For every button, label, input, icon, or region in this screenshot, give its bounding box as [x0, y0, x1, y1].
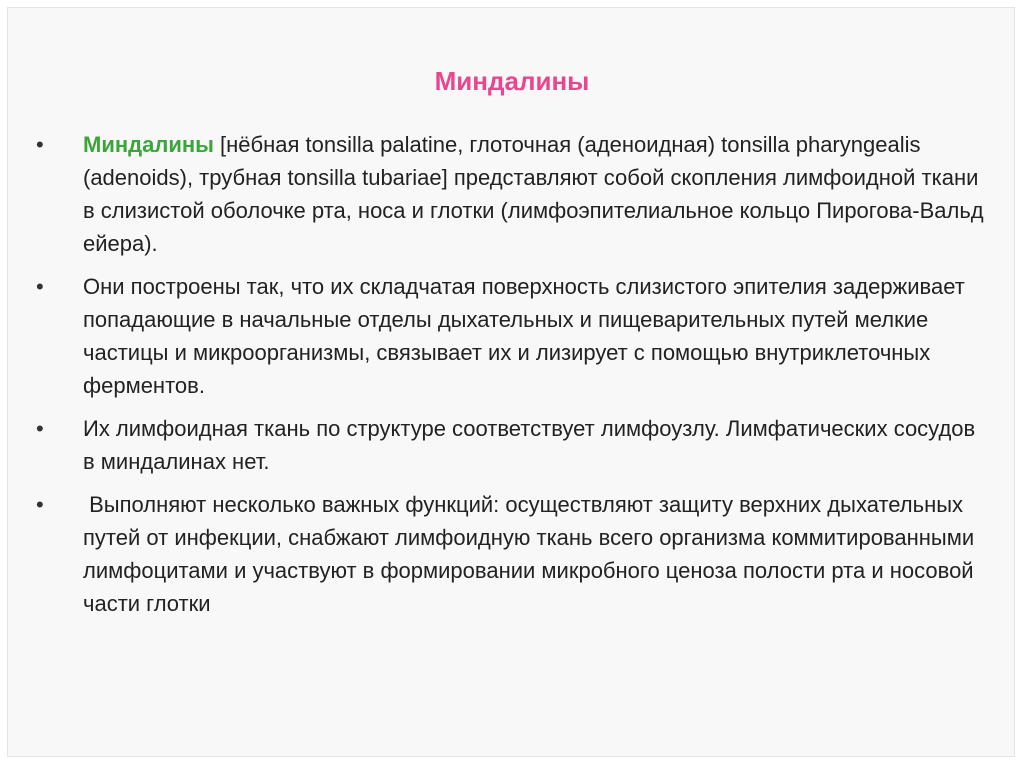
bullet-text: Выполняют несколько важных функций: осуществляют защиту верхних дыхательных путей от инфекции, снабжают лимфоидную ткань всего организма коммитированными лимфоцитами и участвуют в формировании микробного ценоза полости рта и носовой части глотки	[83, 492, 975, 616]
bullet-list	[36, 128, 986, 630]
bullet-text: [нёбная tonsilla palatine, глоточная (аденоидная) tonsilla pharyngealis (adenoids), трубная tonsilla tubariae] представляют собой скопления лимфоидной ткани в слизистой оболочке рта, носа и глотки (лимфоэпителиальное кольцо Пирогова-Вальд ейера).	[83, 132, 984, 256]
bullet-text: Они построены так, что их складчатая поверхность слизистого эпителия задерживает попадающие в начальные отделы дыхательных и пищеварительных путей мелкие частицы и микроорганизмы, связывает их и лизирует с помощью внутриклеточных ферментов.	[83, 274, 965, 398]
bullet-item-functions	[36, 488, 986, 620]
slide-title: Миндалины	[434, 66, 590, 96]
bullet-icon: •	[36, 274, 44, 299]
bullet-icon: •	[36, 492, 44, 517]
bullet-icon: •	[36, 416, 44, 441]
bullet-item-lymphoid-tissue	[36, 412, 986, 478]
bullet-term: Миндалины	[83, 132, 214, 157]
bullet-item-structure	[36, 270, 986, 402]
bullet-item-tonsils-definition	[36, 128, 986, 260]
bullet-text: Их лимфоидная ткань по структуре соответствует лимфоузлу. Лимфатических сосудов в миндалинах нет.	[83, 416, 976, 474]
bullet-icon: •	[36, 132, 44, 157]
